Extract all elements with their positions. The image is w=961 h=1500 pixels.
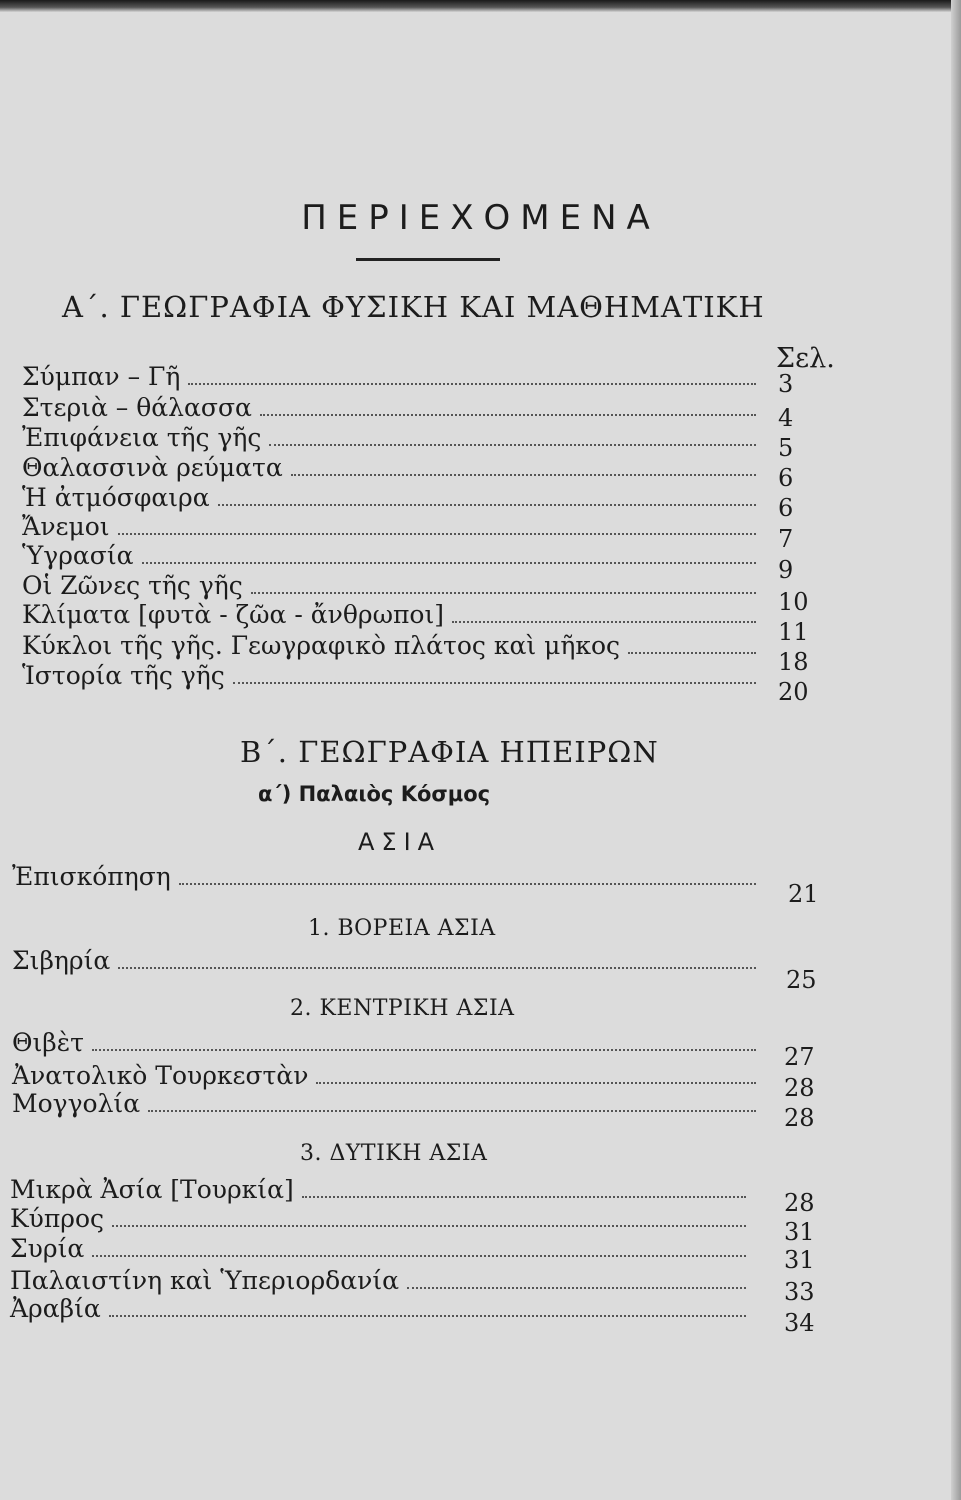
toc-entry-label: Ἀνατολικὸ Τουρκεστὰν — [12, 1061, 309, 1090]
toc-entry-label: Συρία — [10, 1234, 85, 1263]
toc-entry — [12, 1028, 762, 1058]
toc-entry-page: 7 — [778, 525, 794, 553]
dot-leader — [452, 621, 756, 623]
toc-entry-page: 4 — [778, 404, 794, 432]
dot-leader — [302, 1196, 746, 1198]
toc-entry — [12, 862, 762, 892]
dot-leader — [92, 1049, 756, 1051]
toc-entry-page: 6 — [778, 494, 794, 522]
dot-leader — [407, 1287, 746, 1289]
toc-entry-label: Οἱ Ζῶνες τῆς γῆς — [22, 571, 243, 600]
toc-entry-page: 11 — [778, 618, 809, 646]
toc-entry-label: Ἡ ἀτμόσφαιρα — [22, 483, 210, 512]
toc-entry-label: Ὑγρασία — [22, 541, 134, 570]
toc-entry-label: Θιβὲτ — [12, 1028, 84, 1057]
dot-leader — [118, 533, 756, 535]
dot-leader — [142, 562, 756, 564]
toc-entry — [22, 453, 762, 483]
dot-leader — [148, 1110, 756, 1112]
section-a-heading: Α΄. ΓΕΩΓΡΑΦΙΑ ΦΥΣΙΚΗ ΚΑΙ ΜΑΘΗΜΑΤΙΚΗ — [62, 290, 765, 324]
toc-entry-page: 18 — [778, 648, 809, 676]
toc-entry-page: 3 — [778, 370, 794, 398]
title-underline — [356, 258, 500, 261]
section-b-heading: Β΄. ΓΕΩΓΡΑΦΙΑ ΗΠΕΙΡΩΝ — [240, 735, 659, 769]
toc-entry — [22, 512, 762, 542]
toc-entry-page: 28 — [784, 1074, 815, 1102]
toc-entry-label: Ἱστορία τῆς γῆς — [22, 661, 225, 690]
toc-entry — [10, 1175, 752, 1205]
region-heading: 2. ΚΕΝΤΡΙΚΗ ΑΣΙΑ — [290, 996, 515, 1021]
toc-entry-label: Μικρὰ Ἀσία [Τουρκία] — [10, 1175, 294, 1204]
dot-leader — [628, 652, 756, 654]
toc-entry-label: Σύμπαν – Γῆ — [22, 362, 181, 391]
dot-leader — [316, 1082, 756, 1084]
page-top-edge — [0, 0, 961, 12]
toc-entry-label: Παλαιστίνη καὶ Ὑπεριορδανία — [10, 1266, 400, 1295]
toc-entry — [22, 362, 762, 392]
region-heading: 1. ΒΟΡΕΙΑ ΑΣΙΑ — [308, 916, 496, 941]
toc-entry — [10, 1294, 752, 1324]
toc-entry — [12, 946, 762, 976]
toc-entry-label: Μογγολία — [12, 1089, 141, 1118]
toc-entry-page: 21 — [788, 880, 819, 908]
toc-entry — [10, 1234, 752, 1264]
toc-entry-page: 31 — [784, 1218, 815, 1246]
toc-entry-label: Κλίματα [φυτὰ - ζῶα - ἄνθρωποι] — [22, 600, 445, 629]
toc-entry-page: 33 — [784, 1278, 815, 1306]
toc-entry-page: 5 — [778, 434, 794, 462]
toc-entry-page: 20 — [778, 678, 809, 706]
toc-entry-page: 34 — [784, 1309, 815, 1337]
toc-entry — [12, 1089, 762, 1119]
dot-leader — [251, 592, 756, 594]
toc-entry — [22, 571, 762, 601]
toc-entry — [22, 661, 762, 691]
toc-entry — [22, 631, 762, 661]
toc-entry — [22, 423, 762, 453]
page-title: ΠΕΡΙΕΧΟΜΕΝΑ — [301, 198, 660, 238]
toc-entry-page: 6 — [778, 464, 794, 492]
toc-entry — [10, 1266, 752, 1296]
toc-entry-label: Σιβηρία — [12, 946, 111, 975]
toc-entry-page: 25 — [786, 966, 817, 994]
dot-leader — [188, 383, 756, 385]
dot-leader — [109, 1315, 746, 1317]
dot-leader — [233, 682, 756, 684]
dot-leader — [92, 1255, 746, 1257]
toc-entry-page: 27 — [784, 1043, 815, 1071]
dot-leader — [112, 1225, 746, 1227]
page-column-label: Σελ. — [776, 343, 835, 374]
dot-leader — [260, 414, 756, 416]
dot-leader — [218, 504, 756, 506]
dot-leader — [291, 474, 756, 476]
dot-leader — [269, 444, 756, 446]
toc-entry — [22, 393, 762, 423]
toc-entry-label: Κύκλοι τῆς γῆς. Γεωγραφικὸ πλάτος καὶ μῆκος — [22, 631, 620, 660]
toc-entry-label: Στεριὰ – θάλασσα — [22, 393, 252, 422]
toc-entry-label: Ἐπιφάνεια τῆς γῆς — [22, 423, 262, 452]
toc-entry-label: Κύπρος — [10, 1204, 105, 1233]
toc-entry — [22, 483, 762, 513]
toc-entry-page: 9 — [778, 556, 794, 584]
toc-entry-page: 31 — [784, 1246, 815, 1274]
continent-heading: ΑΣΙΑ — [358, 828, 442, 856]
toc-entry-label: Θαλασσινὰ ρεύματα — [22, 453, 283, 482]
toc-entry — [12, 1061, 762, 1091]
toc-entry-label: Ἄνεμοι — [22, 512, 110, 541]
region-heading: 3. ΔΥΤΙΚΗ ΑΣΙΑ — [300, 1141, 488, 1166]
toc-entry — [22, 600, 762, 630]
dot-leader — [179, 883, 756, 885]
toc-entry — [22, 541, 762, 571]
toc-entry-label: Ἐπισκόπηση — [12, 862, 171, 891]
toc-entry-page: 10 — [778, 588, 809, 616]
toc-entry-page: 28 — [784, 1189, 815, 1217]
toc-entry-label: Ἀραβία — [10, 1294, 101, 1323]
subsection-heading: α΄) Παλαιὸς Κόσμος — [258, 782, 491, 806]
toc-entry — [10, 1204, 752, 1234]
toc-entry-page: 28 — [784, 1104, 815, 1132]
dot-leader — [118, 967, 756, 969]
